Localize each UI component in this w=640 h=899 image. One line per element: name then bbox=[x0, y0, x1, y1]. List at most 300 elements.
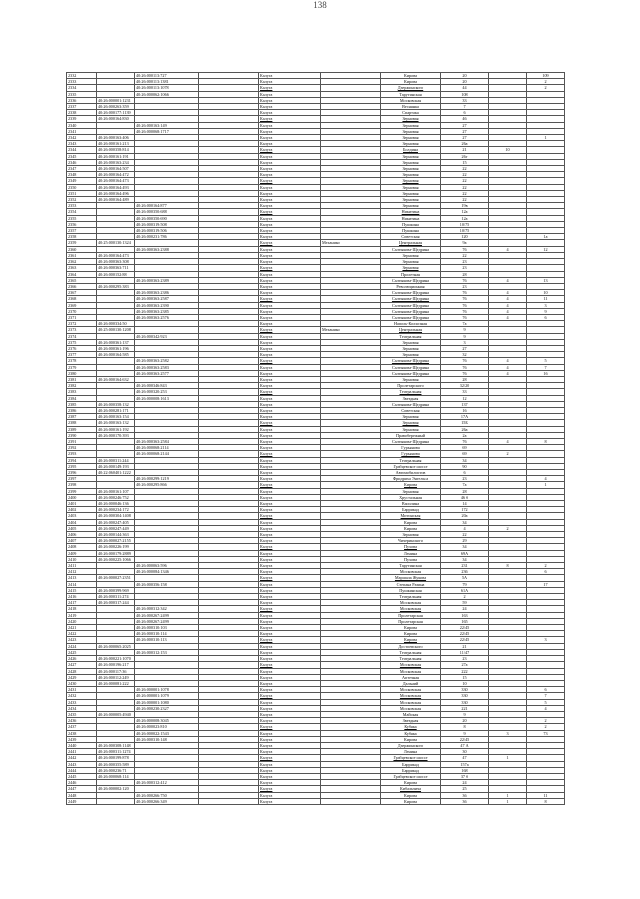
row-number-cell: 2343 bbox=[67, 141, 97, 147]
cadastral-building-cell: 40:26:000346:843 bbox=[135, 383, 199, 389]
city-cell: Калуга bbox=[259, 91, 321, 97]
city-cell: Калуга bbox=[259, 172, 321, 178]
street-cell: Кибальчича bbox=[381, 786, 441, 792]
street-cell: Кирова bbox=[381, 625, 441, 631]
city-cell: Калуга bbox=[259, 290, 321, 296]
apartment-cell: 7 bbox=[527, 693, 565, 699]
cadastral-parcel-cell: 40:26:000149:193 bbox=[97, 463, 135, 469]
apartment-cell: 11 bbox=[527, 792, 565, 798]
house-cell: 7а bbox=[441, 321, 489, 327]
row-number-cell: 2365 bbox=[67, 277, 97, 283]
row-number-cell: 2412 bbox=[67, 569, 97, 575]
row-number-cell: 2417 bbox=[67, 600, 97, 606]
cadastral-parcel-cell: 40:26:000164:507 bbox=[97, 166, 135, 172]
city-cell: Калуга bbox=[259, 221, 321, 227]
house-cell: 20 bbox=[441, 73, 489, 79]
row-number-cell: 2414 bbox=[67, 581, 97, 587]
cadastral-parcel-cell: 40:26:000246:752 bbox=[97, 494, 135, 500]
city-cell: Калуга bbox=[259, 85, 321, 91]
house-cell: 34 bbox=[441, 519, 489, 525]
street-cell: Гурьянова bbox=[381, 451, 441, 457]
apartment-cell: 1 bbox=[527, 482, 565, 488]
apartment-cell: 4 bbox=[527, 705, 565, 711]
street-cell: Кубяка bbox=[381, 730, 441, 736]
street-cell: Ленина bbox=[381, 550, 441, 556]
street-cell: Спартака bbox=[381, 110, 441, 116]
row-number-cell: 2349 bbox=[67, 178, 97, 184]
building-cell: 3 bbox=[489, 730, 527, 736]
city-cell: Калуга bbox=[259, 637, 321, 643]
building-cell: 4 bbox=[489, 364, 527, 370]
cadastral-parcel-cell: 40:26:000311:1274 bbox=[97, 749, 135, 755]
cadastral-parcel-cell: 40:26:000295:383 bbox=[97, 283, 135, 289]
street-cell: Центральная bbox=[381, 327, 441, 333]
street-cell: Баррикад bbox=[381, 761, 441, 767]
apartment-cell: 7 bbox=[527, 364, 565, 370]
row-number-cell: 2440 bbox=[67, 742, 97, 748]
street-cell: Кирова bbox=[381, 631, 441, 637]
house-cell: 61А bbox=[441, 587, 489, 593]
city-cell: Калуга bbox=[259, 73, 321, 79]
city-cell: Калуга bbox=[259, 761, 321, 767]
cadastral-building-cell: 40:26:000068:2114 bbox=[135, 445, 199, 451]
cadastral-parcel-cell: 40:26:000281:171 bbox=[97, 407, 135, 413]
city-cell: Калуга bbox=[259, 742, 321, 748]
row-number-cell: 2442 bbox=[67, 755, 97, 761]
house-cell: 22 bbox=[441, 197, 489, 203]
house-cell: 5А bbox=[441, 575, 489, 581]
house-cell: 27 bbox=[441, 128, 489, 134]
cadastral-parcel-cell: 40:26:000065:2025 bbox=[97, 643, 135, 649]
city-cell: Калуга bbox=[259, 339, 321, 345]
building-cell: 1 bbox=[489, 792, 527, 798]
cadastral-building-cell: 40:26:000310:114 bbox=[135, 631, 199, 637]
property-register-table bbox=[66, 72, 565, 805]
row-number-cell: 2410 bbox=[67, 556, 97, 562]
house-cell: 36 bbox=[441, 798, 489, 804]
row-number-cell: 2355 bbox=[67, 215, 97, 221]
row-number-cell: 2436 bbox=[67, 718, 97, 724]
house-cell: 6 bbox=[441, 470, 489, 476]
row-number-cell: 2390 bbox=[67, 432, 97, 438]
house-cell: 10/75 bbox=[441, 221, 489, 227]
apartment-cell: 16 bbox=[527, 370, 565, 376]
cadastral-building-cell: 40:26:000299:1219 bbox=[135, 476, 199, 482]
apartment-cell: 17 bbox=[527, 581, 565, 587]
house-cell: 34 bbox=[441, 544, 489, 550]
street-cell: Пролетарского bbox=[381, 383, 441, 389]
row-number-cell: 2448 bbox=[67, 792, 97, 798]
street-cell: Салтыкова-Щедрина bbox=[381, 370, 441, 376]
row-number-cell: 2406 bbox=[67, 532, 97, 538]
street-cell: Ленина bbox=[381, 749, 441, 755]
house-cell: 22 bbox=[441, 532, 489, 538]
row-number-cell: 2359 bbox=[67, 240, 97, 246]
cadastral-building-cell: 40:26:000164:877 bbox=[135, 203, 199, 209]
row-number-cell: 2428 bbox=[67, 668, 97, 674]
apartment-cell: 9 bbox=[527, 308, 565, 314]
row-number-cell: 2368 bbox=[67, 296, 97, 302]
street-cell: Пролетарская bbox=[381, 618, 441, 624]
street-cell: Кирова bbox=[381, 780, 441, 786]
street-cell: Грабцевское шоссе bbox=[381, 773, 441, 779]
row-number-cell: 2384 bbox=[67, 395, 97, 401]
cadastral-parcel-cell: 40:26:000177:1139 bbox=[97, 110, 135, 116]
property-register-sheet bbox=[66, 72, 564, 805]
row-number-cell: 2360 bbox=[67, 246, 97, 252]
row-number-cell: 2427 bbox=[67, 662, 97, 668]
street-cell: Тарутинская bbox=[381, 563, 441, 569]
city-cell: Калуга bbox=[259, 749, 321, 755]
cadastral-parcel-cell: 40:26:000163:154 bbox=[97, 414, 135, 420]
building-cell: 4 bbox=[489, 358, 527, 364]
apartment-cell: 73 bbox=[527, 730, 565, 736]
city-cell: Калуга bbox=[259, 79, 321, 85]
cadastral-parcel-cell: 40:26:000399:969 bbox=[97, 587, 135, 593]
house-cell: 9а bbox=[441, 240, 489, 246]
cadastral-building-cell: 40:26:000068:1717 bbox=[135, 128, 199, 134]
apartment-cell: 10 bbox=[527, 290, 565, 296]
house-cell: 9 bbox=[441, 711, 489, 717]
row-number-cell: 2399 bbox=[67, 488, 97, 494]
house-cell: 76 bbox=[441, 246, 489, 252]
row-number-cell: 2411 bbox=[67, 563, 97, 569]
street-cell: Московская bbox=[381, 97, 441, 103]
house-cell: 29 bbox=[441, 538, 489, 544]
row-number-cell: 2446 bbox=[67, 780, 97, 786]
house-cell: 28 bbox=[441, 376, 489, 382]
street-cell: Пролетарская bbox=[381, 612, 441, 618]
city-cell: Калуга bbox=[259, 463, 321, 469]
house-cell: 76 bbox=[441, 358, 489, 364]
row-number-cell: 2434 bbox=[67, 705, 97, 711]
apartment-cell: 6 bbox=[527, 569, 565, 575]
apartment-cell: 4 bbox=[527, 476, 565, 482]
cadastral-parcel-cell: 40:26:000196:217 bbox=[97, 662, 135, 668]
settlement-cell: Механико bbox=[321, 240, 381, 246]
cadastral-parcel-cell: 40:26:000363:711 bbox=[97, 265, 135, 271]
city-cell: Калуга bbox=[259, 674, 321, 680]
street-cell: Никитина bbox=[381, 215, 441, 221]
row-number-cell: 2341 bbox=[67, 128, 97, 134]
house-cell: 76 bbox=[441, 290, 489, 296]
street-cell: Достоевского bbox=[381, 643, 441, 649]
row-number-cell: 2344 bbox=[67, 147, 97, 153]
house-cell: 76 bbox=[441, 364, 489, 370]
row-number-cell: 2418 bbox=[67, 606, 97, 612]
city-cell: Калуга bbox=[259, 128, 321, 134]
street-cell: Чичеринского bbox=[381, 538, 441, 544]
house-cell: 79 bbox=[441, 581, 489, 587]
cadastral-building-cell: 40:26:000022:1543 bbox=[135, 730, 199, 736]
street-cell: Василина bbox=[381, 501, 441, 507]
city-cell: Калуга bbox=[259, 389, 321, 395]
house-cell: 3 bbox=[441, 339, 489, 345]
street-cell: Зерновая bbox=[381, 376, 441, 382]
house-cell: 137 bbox=[441, 401, 489, 407]
cadastral-building-cell: 40:26:000356:158 bbox=[135, 581, 199, 587]
house-cell: 32 bbox=[441, 352, 489, 358]
house-cell: 22 bbox=[441, 252, 489, 258]
cadastral-parcel-cell: 40:26:000170:393 bbox=[97, 432, 135, 438]
apartment-cell: 109 bbox=[527, 73, 565, 79]
city-cell: Калуга bbox=[259, 550, 321, 556]
street-cell: Театральная bbox=[381, 594, 441, 600]
street-cell: Кирова bbox=[381, 482, 441, 488]
cadastral-parcel-cell: 40:26:000263:359 bbox=[97, 104, 135, 110]
cadastral-parcel-cell: 40:26:000361:196 bbox=[97, 345, 135, 351]
street-cell: Митинская bbox=[381, 513, 441, 519]
row-number-cell: 2333 bbox=[67, 79, 97, 85]
row-number-cell: 2336 bbox=[67, 97, 97, 103]
cadastral-building-cell: 40:26:000310:148 bbox=[135, 736, 199, 742]
city-cell: Калуга bbox=[259, 352, 321, 358]
city-cell: Калуга bbox=[259, 116, 321, 122]
street-cell: Кубяка bbox=[381, 724, 441, 730]
cadastral-parcel-cell: 40:26:000308:1148 bbox=[97, 742, 135, 748]
house-cell: 76 bbox=[441, 438, 489, 444]
street-cell: Гурьянова bbox=[381, 445, 441, 451]
city-cell: Калуга bbox=[259, 618, 321, 624]
cadastral-building-cell: 40:26:000312:342 bbox=[135, 606, 199, 612]
cadastral-building-cell: 40:26:000163:149 bbox=[135, 122, 199, 128]
street-cell: Салтыкова-Щедрина bbox=[381, 290, 441, 296]
city-cell: Калуга bbox=[259, 376, 321, 382]
city-cell: Калуга bbox=[259, 482, 321, 488]
street-cell: Веснянка bbox=[381, 104, 441, 110]
city-cell: Калуга bbox=[259, 538, 321, 544]
house-cell: 76 bbox=[441, 302, 489, 308]
city-cell: Калуга bbox=[259, 153, 321, 159]
house-cell: 22/45 bbox=[441, 625, 489, 631]
street-cell: Зерновая bbox=[381, 153, 441, 159]
row-number-cell: 2437 bbox=[67, 724, 97, 730]
cadastral-parcel-cell: 40:26:000005:4940 bbox=[97, 711, 135, 717]
street-cell: Зерновая bbox=[381, 128, 441, 134]
street-cell: Зерновая bbox=[381, 488, 441, 494]
house-cell: 76 bbox=[441, 308, 489, 314]
street-cell: Дзержинского bbox=[381, 742, 441, 748]
building-cell: 1 bbox=[489, 798, 527, 804]
row-number-cell: 2372 bbox=[67, 321, 97, 327]
row-number-cell: 2444 bbox=[67, 767, 97, 773]
house-cell: 9 bbox=[441, 730, 489, 736]
cadastral-parcel-cell: 40:26:000081:222 bbox=[97, 680, 135, 686]
city-cell: Калуга bbox=[259, 395, 321, 401]
row-number-cell: 2346 bbox=[67, 159, 97, 165]
cadastral-parcel-cell: 40:26:000358:132 bbox=[97, 401, 135, 407]
cadastral-parcel-cell: 40:26:000164:496 bbox=[97, 190, 135, 196]
row-number-cell: 2425 bbox=[67, 649, 97, 655]
house-cell: 15Б bbox=[441, 420, 489, 426]
cadastral-parcel-cell: 40:26:000164:585 bbox=[97, 352, 135, 358]
cadastral-parcel-cell: 40:25:000130:1208 bbox=[97, 327, 135, 333]
street-cell: Театральная bbox=[381, 457, 441, 463]
cadastral-parcel-cell: 40:26:000152:88 bbox=[97, 271, 135, 277]
row-number-cell: 2435 bbox=[67, 711, 97, 717]
house-cell: 34 bbox=[441, 457, 489, 463]
city-cell: Калуга bbox=[259, 705, 321, 711]
street-cell: Кирова bbox=[381, 525, 441, 531]
city-cell: Калуга bbox=[259, 656, 321, 662]
building-cell: 4 bbox=[489, 370, 527, 376]
house-cell: 76 bbox=[441, 370, 489, 376]
house-cell: 69 bbox=[441, 445, 489, 451]
city-cell: Калуга bbox=[259, 457, 321, 463]
city-cell: Калуга bbox=[259, 501, 321, 507]
house-cell: 27 bbox=[441, 345, 489, 351]
house-cell: 37 б bbox=[441, 773, 489, 779]
house-cell: 221 bbox=[441, 705, 489, 711]
city-cell: Калуга bbox=[259, 513, 321, 519]
city-cell: Калуга bbox=[259, 432, 321, 438]
city-cell: Калуга bbox=[259, 724, 321, 730]
house-cell: 15 bbox=[441, 159, 489, 165]
street-cell: Звездная bbox=[381, 395, 441, 401]
cadastral-building-cell: 40:26:000068:2144 bbox=[135, 451, 199, 457]
cadastral-parcel-cell: 40:26:000163:234 bbox=[97, 159, 135, 165]
row-number-cell: 2382 bbox=[67, 383, 97, 389]
city-cell: Калуга bbox=[259, 668, 321, 674]
house-cell: 22/45 bbox=[441, 631, 489, 637]
row-number-cell: 2381 bbox=[67, 376, 97, 382]
row-number-cell: 2416 bbox=[67, 594, 97, 600]
city-cell: Калуга bbox=[259, 594, 321, 600]
cadastral-building-cell: 40:26:000266:750 bbox=[135, 792, 199, 798]
street-cell: Московская bbox=[381, 668, 441, 674]
row-number-cell: 2371 bbox=[67, 314, 97, 320]
row-number-cell: 2364 bbox=[67, 271, 97, 277]
cadastral-parcel-cell: 40:26:000027:2155 bbox=[97, 538, 135, 544]
cadastral-parcel-cell: 40:26:000236:71 bbox=[97, 767, 135, 773]
city-cell: Калуга bbox=[259, 532, 321, 538]
row-number-cell: 2431 bbox=[67, 687, 97, 693]
building-cell: 4 bbox=[489, 246, 527, 252]
row-number-cell: 2335 bbox=[67, 91, 97, 97]
cadastral-building-cell: 40:26:000295:866 bbox=[135, 482, 199, 488]
cadastral-parcel-cell: 40:25:000130:1324 bbox=[97, 240, 135, 246]
street-cell: Аптечная bbox=[381, 674, 441, 680]
apartment-cell: 2 bbox=[527, 79, 565, 85]
building-cell: 2 bbox=[489, 451, 527, 457]
house-cell: 7 bbox=[441, 104, 489, 110]
street-cell: Салтыкова-Щедрина bbox=[381, 358, 441, 364]
apartment-cell: 1а bbox=[527, 234, 565, 240]
street-cell: Зерновая bbox=[381, 178, 441, 184]
city-cell: Калуга bbox=[259, 451, 321, 457]
city-cell: Калуга bbox=[259, 327, 321, 333]
row-number-cell: 2334 bbox=[67, 85, 97, 91]
row-number-cell: 2340 bbox=[67, 122, 97, 128]
street-cell: Театральная bbox=[381, 649, 441, 655]
row-number-cell: 2423 bbox=[67, 637, 97, 643]
house-cell: 23 bbox=[441, 476, 489, 482]
row-number-cell: 2403 bbox=[67, 513, 97, 519]
cadastral-parcel-cell: 40:26:000225:1066 bbox=[97, 556, 135, 562]
row-number-cell: 2421 bbox=[67, 625, 97, 631]
cadastral-parcel-cell: 40:26:000027:2351 bbox=[97, 575, 135, 581]
city-cell: Калуга bbox=[259, 296, 321, 302]
city-cell: Калуга bbox=[259, 104, 321, 110]
house-cell: 19в bbox=[441, 203, 489, 209]
city-cell: Калуга bbox=[259, 401, 321, 407]
cadastral-parcel-cell: 40:26:000311:274 bbox=[97, 594, 135, 600]
house-cell: 24 bbox=[441, 606, 489, 612]
house-cell: 46 б bbox=[441, 494, 489, 500]
city-cell: Калуга bbox=[259, 203, 321, 209]
building-cell: 4 bbox=[489, 438, 527, 444]
street-cell: Пролетная bbox=[381, 271, 441, 277]
street-cell: Майская bbox=[381, 711, 441, 717]
house-cell: 2а bbox=[441, 432, 489, 438]
row-number-cell: 2374 bbox=[67, 333, 97, 339]
street-cell: Зерновая bbox=[381, 159, 441, 165]
street-cell: Московская bbox=[381, 600, 441, 606]
cadastral-building-cell: 40:26:000363:2587 bbox=[135, 296, 199, 302]
cadastral-parcel-cell: 40:26:000002:120 bbox=[97, 786, 135, 792]
row-number-cell: 2402 bbox=[67, 507, 97, 513]
street-cell: Зерновая bbox=[381, 135, 441, 141]
cadastral-building-cell: 40:26:000363:2388 bbox=[135, 246, 199, 252]
street-cell: Пухова bbox=[381, 544, 441, 550]
house-cell: 76 bbox=[441, 277, 489, 283]
row-number-cell: 2356 bbox=[67, 221, 97, 227]
city-cell: Калуга bbox=[259, 97, 321, 103]
cadastral-building-cell: 40:26:000319:506 bbox=[135, 228, 199, 234]
row-number-cell: 2408 bbox=[67, 544, 97, 550]
street-cell: Московская bbox=[381, 569, 441, 575]
house-cell: 120 bbox=[441, 234, 489, 240]
street-cell: Кирова bbox=[381, 73, 441, 79]
city-cell: Калуга bbox=[259, 265, 321, 271]
building-cell: 4 bbox=[489, 302, 527, 308]
house-cell: 22 bbox=[441, 166, 489, 172]
cadastral-parcel-cell: 40:22:060401:1222 bbox=[97, 470, 135, 476]
house-cell: 33 bbox=[441, 389, 489, 395]
apartment-cell: 13 bbox=[527, 277, 565, 283]
house-cell: 47 bbox=[441, 755, 489, 761]
street-cell: Зерновая bbox=[381, 420, 441, 426]
house-cell: 165 bbox=[441, 618, 489, 624]
street-cell: Московская bbox=[381, 687, 441, 693]
street-cell: Зерновая bbox=[381, 197, 441, 203]
city-cell: Калуга bbox=[259, 184, 321, 190]
cadastral-building-cell: 40:26:000310:103 bbox=[135, 625, 199, 631]
house-cell: 21 bbox=[441, 147, 489, 153]
city-cell: Калуга bbox=[259, 767, 321, 773]
house-cell: 44 bbox=[441, 85, 489, 91]
row-number-cell: 2392 bbox=[67, 445, 97, 451]
city-cell: Калуга bbox=[259, 166, 321, 172]
apartment-cell: 1 bbox=[527, 135, 565, 141]
street-cell: Зерновая bbox=[381, 252, 441, 258]
city-cell: Калуга bbox=[259, 773, 321, 779]
row-number-cell: 2361 bbox=[67, 252, 97, 258]
street-cell: Зерновая bbox=[381, 122, 441, 128]
cadastral-parcel-cell: 40:26:000161:107 bbox=[97, 488, 135, 494]
house-cell: 15 bbox=[441, 674, 489, 680]
city-cell: Калуга bbox=[259, 730, 321, 736]
blank-col-cell bbox=[199, 798, 259, 804]
cadastral-building-cell: 40:26:000312:153 bbox=[135, 649, 199, 655]
city-cell: Калуга bbox=[259, 110, 321, 116]
house-cell: 22 bbox=[441, 178, 489, 184]
cadastral-parcel-cell: 40:26:000221:1070 bbox=[97, 656, 135, 662]
row-number-cell: 2396 bbox=[67, 470, 97, 476]
city-cell: Калуга bbox=[259, 556, 321, 562]
street-cell: Правобережный bbox=[381, 432, 441, 438]
street-cell: Зерновая bbox=[381, 339, 441, 345]
